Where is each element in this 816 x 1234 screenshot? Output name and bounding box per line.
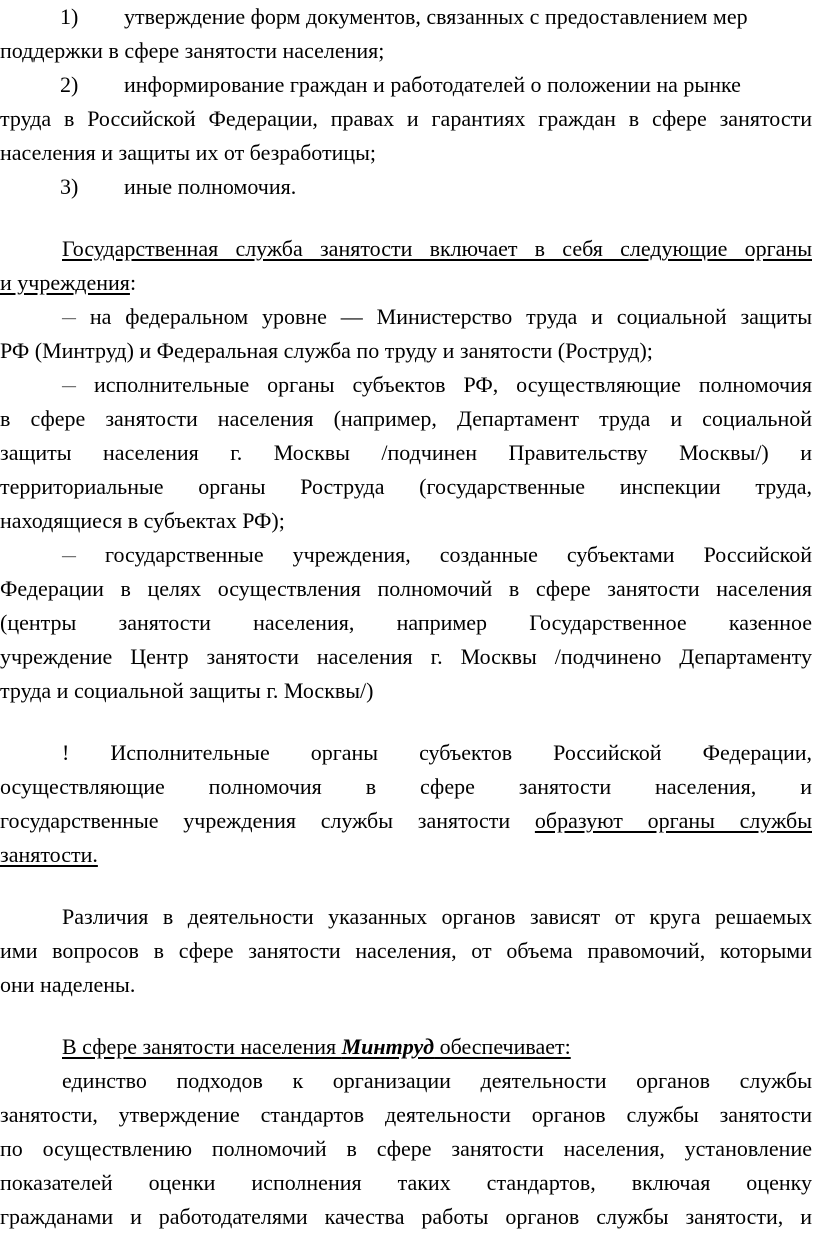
section-heading-text: Государственная служба занятости включает в себя следующие органы [62,236,812,261]
dash-item-text: государственные учреждения, созданные субъектами Российской [105,542,813,567]
dash-item-2-line-2: в сфере занятости населения (например, Департамент труда и социальной [0,406,812,431]
dash-item-3-line-2: Федерации в целях осуществления полномочий в сфере занятости населения [0,576,812,601]
list-text: информирование граждан и работодателей о положении на рынке [124,72,741,97]
note-underlined-text: образуют органы службы [534,808,812,833]
mintrud-heading-bold: Минтруд [341,1034,435,1059]
differences-line-1: Различия в деятельности указанных органов зависят от круга решаемых [62,904,812,929]
mintrud-line-2: занятости, утверждение стандартов деятельности органов службы занятости [0,1102,812,1127]
heading-colon: : [129,270,137,295]
mintrud-heading-text [62,1034,571,1059]
list-item-1-line-1 [0,0,812,34]
dash-item-3-line-3: (центры занятости населения, например Государственное казенное [0,610,812,635]
note-text: государственные учреждения службы занятости [0,808,535,833]
list-number: 3) [60,174,79,199]
list-item-2-line-2: труда в Российской Федерации, правах и гарантиях граждан в сфере занятости [0,106,812,131]
dash-bullet-icon: — [62,310,76,326]
list-item-1-line-2: поддержки в сфере занятости населения; [0,38,385,63]
mintrud-heading [0,1030,812,1064]
note-underlined-text: занятости. [0,842,98,867]
dash-item-1-line-1 [0,300,812,334]
dash-item-3-line-4: учреждение Центр занятости населения г. Москвы /подчинено Департаменту [0,644,812,669]
mintrud-line-3: по осуществлению полномочий в сфере занятости населения, установление [0,1136,812,1161]
list-item-3-line-1 [0,170,812,204]
list-item-2-line-3: населения и защиты их от безработицы; [0,140,377,165]
dash-item-2-line-3: защиты населения г. Москвы /подчинен Правительству Москвы/) и [0,440,812,465]
list-number: 1) [60,4,79,29]
differences-line-2: ими вопросов в сфере занятости населения, от объема правомочий, которыми [0,938,812,963]
note-line-3 [0,804,812,838]
dash-bullet-icon: — [62,548,76,564]
list-item-2-line-1 [0,68,812,102]
mintrud-line-4: показателей оценки исполнения таких стандартов, включая оценку [0,1170,812,1195]
dash-item-2-line-5: находящиеся в субъектах РФ); [0,508,285,533]
dash-item-2-line-4: территориальные органы Роструда (государственные инспекции труда, [0,474,812,499]
section-heading-line-2 [0,266,812,300]
section-heading-line-1 [0,232,812,266]
note-line-4 [0,838,812,872]
dash-item-2-line-1 [0,368,812,402]
dash-item-text: исполнительные органы субъектов РФ, осуществляющие полномочия [93,372,813,397]
note-line-2: осуществляющие полномочия в сфере занятости населения, и [0,774,812,799]
mintrud-line-1: единство подходов к организации деятельности органов службы [62,1068,812,1093]
dash-bullet-icon: — [62,378,76,394]
list-text: утверждение форм документов, связанных с предоставлением мер [124,4,748,29]
differences-line-3: они наделены. [0,972,136,997]
dash-item-3-line-5: труда и социальной защиты г. Москвы/) [0,678,374,703]
dash-item-text: на федеральном уровне — Министерство труда и социальной защиты [89,304,813,329]
mintrud-heading-pre: В сфере занятости населения [62,1034,342,1059]
list-text: иные полномочия. [124,174,297,199]
note-line-1: ! Исполнительные органы субъектов Российской Федерации, [62,740,812,765]
list-number: 2) [60,72,79,97]
section-heading-text: и учреждения [0,270,130,295]
mintrud-heading-post: обеспечивает: [434,1034,571,1059]
dash-item-3-line-1 [0,538,812,572]
dash-item-1-line-2: РФ (Минтруд) и Федеральная служба по труду и занятости (Роструд); [0,338,653,363]
mintrud-line-5: гражданами и работодателями качества работы органов службы занятости, и [0,1204,812,1229]
